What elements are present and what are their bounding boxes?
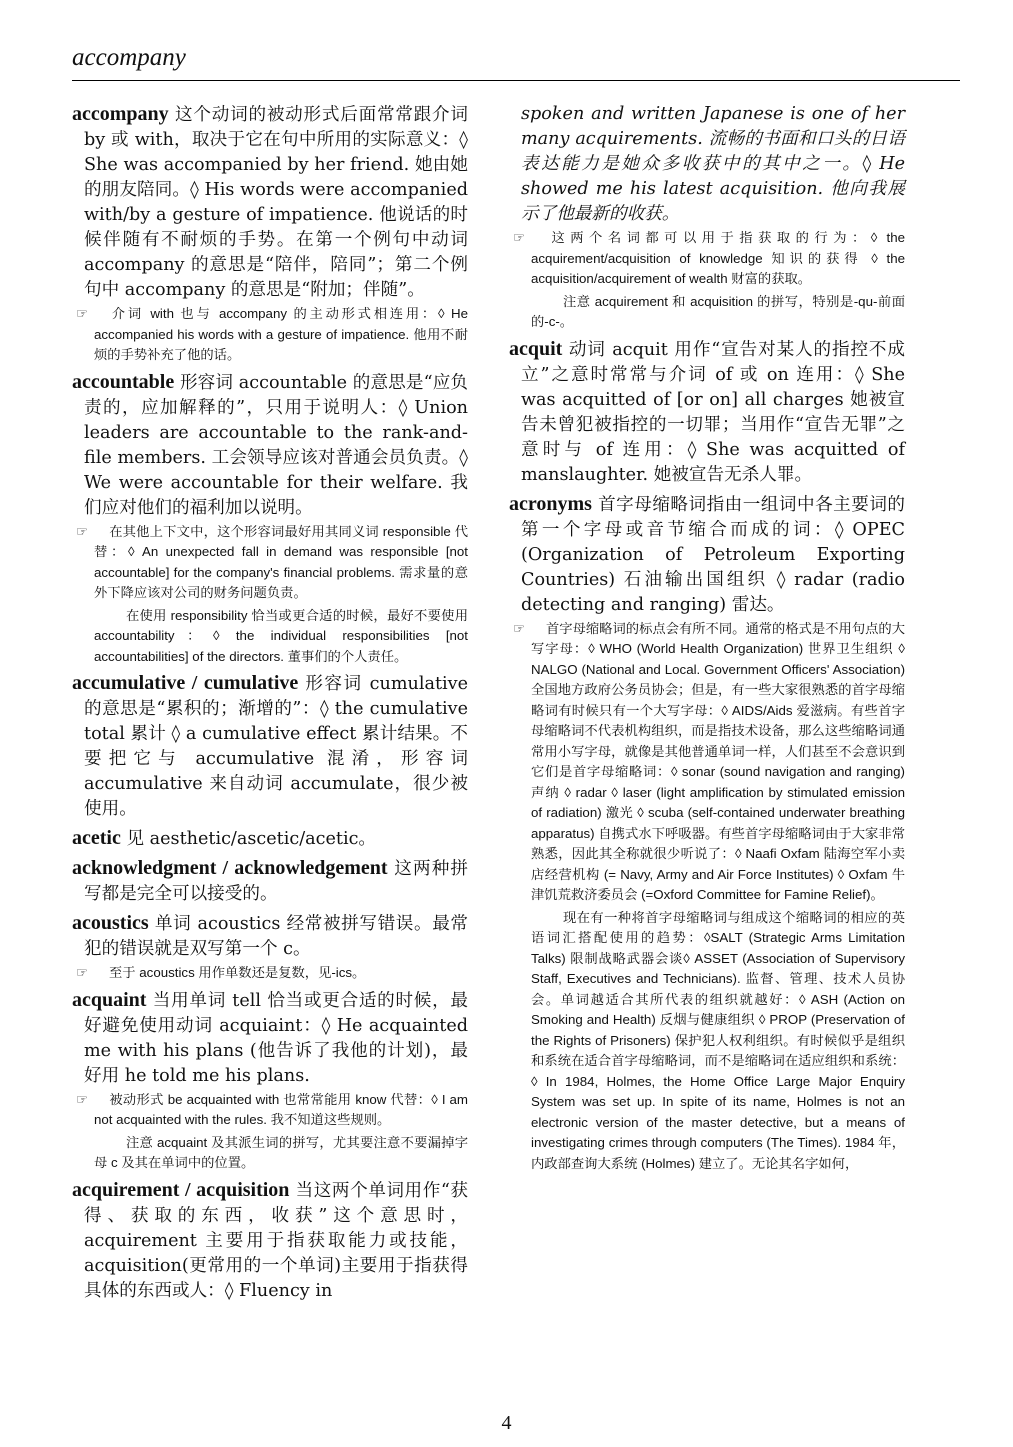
headword: acronyms xyxy=(509,492,592,515)
right-column xyxy=(509,102,905,1178)
headword: accompany xyxy=(72,103,169,125)
entry-accumulative xyxy=(72,671,468,822)
entry-accompany xyxy=(72,102,468,366)
entry-text: 形容词 accountable 的意思是“应负责的，应加解释的”，只用于说明人：◊ Union leaders are accountable to the rank-and-file members. 工会领导应该对普通会员负责。◊ We were accountable for their welfare. 我们应对他们的福利加以说明。 xyxy=(84,372,469,518)
entry-accountable xyxy=(72,370,468,668)
headword: acquaint xyxy=(72,988,147,1011)
header-rule xyxy=(72,80,960,81)
entry-text: 形容词 cumulative 的意思是“累积的；渐增的”：◊ the cumulative total 累计 ◊ a cumulative effect 累计结果。不要把它与 accumulative 混淆，形容词 accumulative 来自动词 accumulate，很少被使用。 xyxy=(84,674,468,819)
usage-note: 介词 with 也与 accompany 的主动形式相连用：◊ He accompanied his words with a gesture of impatience. 他用不耐烦的手势补充了他的话。 xyxy=(94,306,468,362)
pointing-hand-icon: ☞ xyxy=(513,230,525,245)
headword: accumulative / cumulative xyxy=(72,672,299,694)
usage-note-continued: 在使用 responsibility 恰当或更合适的时候，最好不要使用 accountability：◊ the individual responsibilities [not accountabilities] of the directors. 董事们的个人责任。 xyxy=(94,607,468,664)
usage-note: 首字母缩略词的标点会有所不同。通常的格式是不用句点的大写字母：◊ WHO (World Health Organization) 世界卫生组织 ◊ NALGO (National and Local. Government Officers' Association) 全国地方政府公务员协会；但是，有一些大家很熟悉的首字母缩略词有时候只有一个大写字母：◊ AIDS/Aids 爱滋病。有些首字母缩略词不代表机构组织，而是指技术设备，那么这些缩略词通常用小写字母，就像是其他普通单词一样，人们甚至不会意识到它们是首字母缩略词：◊ sonar (sound navigation and ranging) 声纳 ◊ radar ◊ laser (light amplification by stimulated emission of radiation) 激光 ◊ scuba (self-contained underwater breathing apparatus) 自携式水下呼吸器。有些首字母缩略词由于大家非常熟悉，因此其全称就很少听说了：◊ Naafi Oxfam 陆海空军小卖店经营机构 (= Navy, Army and Air Force Institutes) ◊ Oxfam 牛津饥荒救济委员会 (=Oxford Committee for Famine Relief)。 xyxy=(531,620,906,902)
entry-acetic xyxy=(72,826,468,852)
entry-acoustics xyxy=(72,911,468,984)
pointing-hand-icon: ☞ xyxy=(76,1091,88,1107)
entry-text: 单词 acoustics 经常被拼写错误。最常犯的错误就是双写第一个 c。 xyxy=(84,914,468,959)
pointing-hand-icon: ☞ xyxy=(76,306,88,321)
headword: acknowledgment / acknowledgement xyxy=(72,857,388,879)
headword: acetic xyxy=(72,827,121,849)
usage-note: 被动形式 be acquainted with 也常常能用 know 代替：◊ I am not acquainted with the rules. 我不知道这些规则。 xyxy=(94,1091,468,1127)
entry-text: 当这两个单词用作“获得、获取的东西，收获”这个意思时，acquirement 主要用于指获取能力或技能，acquisition(更常用的一个单词)主要用于指获得具体的东西或人：◊ Fluency in xyxy=(84,1180,468,1301)
entry-acquirement xyxy=(72,1178,468,1304)
usage-note: 这两个名词都可以用于指获取的行为：◊ the acquirement/acquisition of knowledge 知识的获得 ◊ the acquisition/acquirement of wealth 财富的获取。 xyxy=(531,230,905,286)
pointing-hand-icon: ☞ xyxy=(76,523,88,539)
entry-acquaint xyxy=(72,988,468,1174)
usage-note: 至于 acoustics 用作单数还是复数，见-ics。 xyxy=(109,965,366,980)
entry-text: 这两种拼写都是完全可以接受的。 xyxy=(84,859,469,904)
entry-text: 这个动词的被动形式后面常常跟介词 by 或 with，取决于它在句中所用的实际意义：◊ She was accompanied by her friend. 她由她的朋友陪同。◊ His words were accompanied with/by a gesture of impatience. 他说话的时候伴随有不耐烦的手势。在第一个例句中动词 accompany 的意思是“陪伴，陪同”；第二个例句中 accompany 的意思是“附加；伴随”。 xyxy=(84,105,468,300)
running-head: accompany xyxy=(72,44,186,71)
headword: acquirement / acquisition xyxy=(72,1178,290,1201)
pointing-hand-icon: ☞ xyxy=(513,620,525,636)
headword: acquit xyxy=(509,337,563,360)
entry-text: spoken and written Japanese is one of her many acquirements. 流畅的书面和口头的日语表达能力是她众多收获中的其中之一。◊ He showed me his latest acquisition. 他向我展示了他最新的收获。 xyxy=(521,104,905,224)
entry-acquit xyxy=(509,337,905,488)
entry-acronyms xyxy=(509,492,905,1175)
entry-acknowledgment xyxy=(72,856,468,907)
entry-acquirement-continued xyxy=(509,102,905,333)
headword: accountable xyxy=(72,370,175,393)
entry-text: 当用单词 tell 恰当或更合适的时候，最好避免使用动词 acquiaint：◊ He acquainted me with his plans (他告诉了我他的计划)，最好用 he told me his plans. xyxy=(84,990,468,1086)
pointing-hand-icon: ☞ xyxy=(76,965,88,980)
entry-text: 首字母缩略词指由一组词中各主要词的第一个字母或音节缩合而成的词：◊ OPEC (Organization of Petroleum Exporting Countries) 石油输出国组织 ◊ radar (radio detecting and ranging) 雷达。 xyxy=(521,494,905,615)
left-column xyxy=(72,102,468,1308)
usage-note-continued: 现在有一种将首字母缩略词与组成这个缩略词的相应的英语词汇搭配使用的趋势：◊SALT (Strategic Arms Limitation Talks) 限制战略武器会谈◊ ASSET (Association of Supervisory Staff, Executives and Technicians). 监督、管理、技术人员协会。单词越适合其所代表的组织就越好：◊ ASH (Action on Smoking and Health) 反烟与健康组织 ◊ PROP (Preservation of the Rights of Prisoners) 保护犯人权利组织。有时候似乎是组织和系统在适合首字母缩略词，而不是缩略词在适应组织和系统：◊ In 1984, Holmes, the Home Office Large Major Enquiry System was set up. In spite of its name, Holmes is not an electronic version of the master detective, but a means of investigating crimes through computers (The Times). 1984 年，内政部查询大系统 (Holmes) 建立了。无论其名字如何， xyxy=(531,909,905,1171)
usage-note: 在其他上下文中，这个形容词最好用其同义词 responsible 代替：◊ An unexpected fall in demand was responsible [not accountable] for the company's financial problems. 需求量的意外下降应该对公司的财务问题负责。 xyxy=(94,523,468,600)
page-number: 4 xyxy=(501,1412,512,1434)
entry-text: 见 aesthetic/ascetic/acetic。 xyxy=(126,829,377,849)
usage-note-continued: 注意 acquaint 及其派生词的拼写，尤其要注意不要漏掉字母 c 及其在单词中的位置。 xyxy=(94,1134,468,1170)
headword: acoustics xyxy=(72,912,149,934)
usage-note-continued: 注意 acquirement 和 acquisition 的拼写，特别是-qu-前面的-c-。 xyxy=(531,293,905,329)
entry-text: 动词 acquit 用作“宣告对某人的指控不成立”之意时常常与介词 of 或 on 连用：◊ She was acquitted of [or on] all charges 她被宣告未曾犯被指控的一切罪；当用作“宣告无罪”之意时与 of 连用：◊ She was acquitted of manslaughter. 她被宣告无杀人罪。 xyxy=(521,339,905,485)
